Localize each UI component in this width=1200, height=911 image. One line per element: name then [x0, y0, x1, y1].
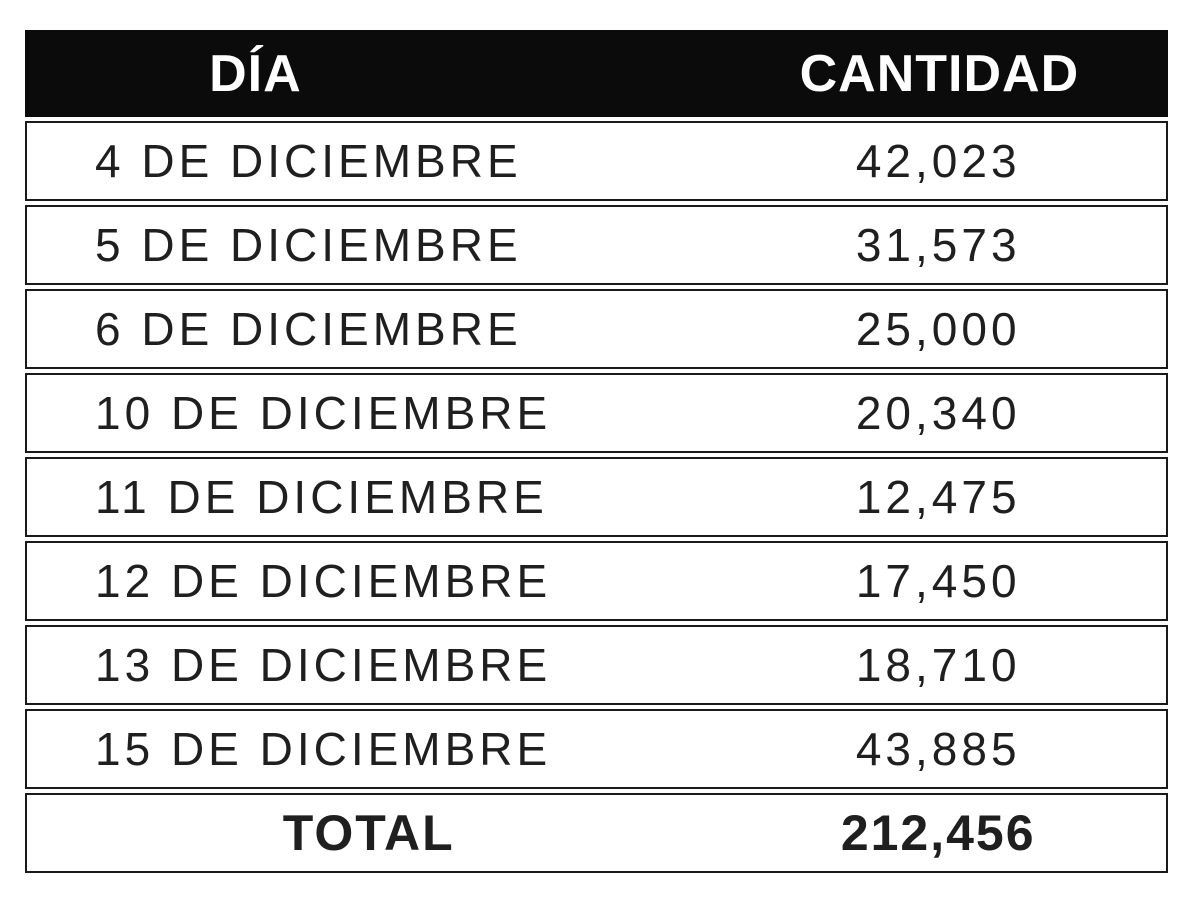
row-amount: 25,000 — [855, 303, 1021, 355]
row-day: 10 DE DICIEMBRE — [95, 387, 552, 439]
table-row — [25, 205, 1168, 285]
header-cell-dia: DÍA — [209, 44, 302, 103]
table-row — [25, 289, 1168, 369]
row-amount: 43,885 — [855, 723, 1021, 775]
row-day: 4 DE DICIEMBRE — [95, 135, 522, 187]
table-row — [25, 373, 1168, 453]
row-day: 13 DE DICIEMBRE — [95, 639, 552, 691]
row-day: 15 DE DICIEMBRE — [95, 723, 552, 775]
table-row — [25, 709, 1168, 789]
row-amount: 18,710 — [855, 639, 1021, 691]
table-header-row — [25, 30, 1168, 117]
row-amount: 42,023 — [855, 135, 1021, 187]
header-cell-cantidad: CANTIDAD — [799, 44, 1080, 103]
table-row — [25, 457, 1168, 537]
total-label: TOTAL — [282, 805, 455, 861]
row-day: 6 DE DICIEMBRE — [95, 303, 522, 355]
table-row — [25, 625, 1168, 705]
row-amount: 12,475 — [855, 471, 1021, 523]
table-row — [25, 541, 1168, 621]
row-amount: 17,450 — [855, 555, 1021, 607]
row-day: 12 DE DICIEMBRE — [95, 555, 552, 607]
data-table — [25, 30, 1168, 873]
table-row — [25, 121, 1168, 201]
row-amount: 31,573 — [855, 219, 1021, 271]
row-day: 5 DE DICIEMBRE — [95, 219, 522, 271]
total-amount: 212,456 — [840, 805, 1036, 861]
row-day: 11 DE DICIEMBRE — [95, 471, 548, 523]
total-row — [25, 793, 1168, 873]
table-body — [25, 121, 1168, 789]
row-amount: 20,340 — [855, 387, 1021, 439]
